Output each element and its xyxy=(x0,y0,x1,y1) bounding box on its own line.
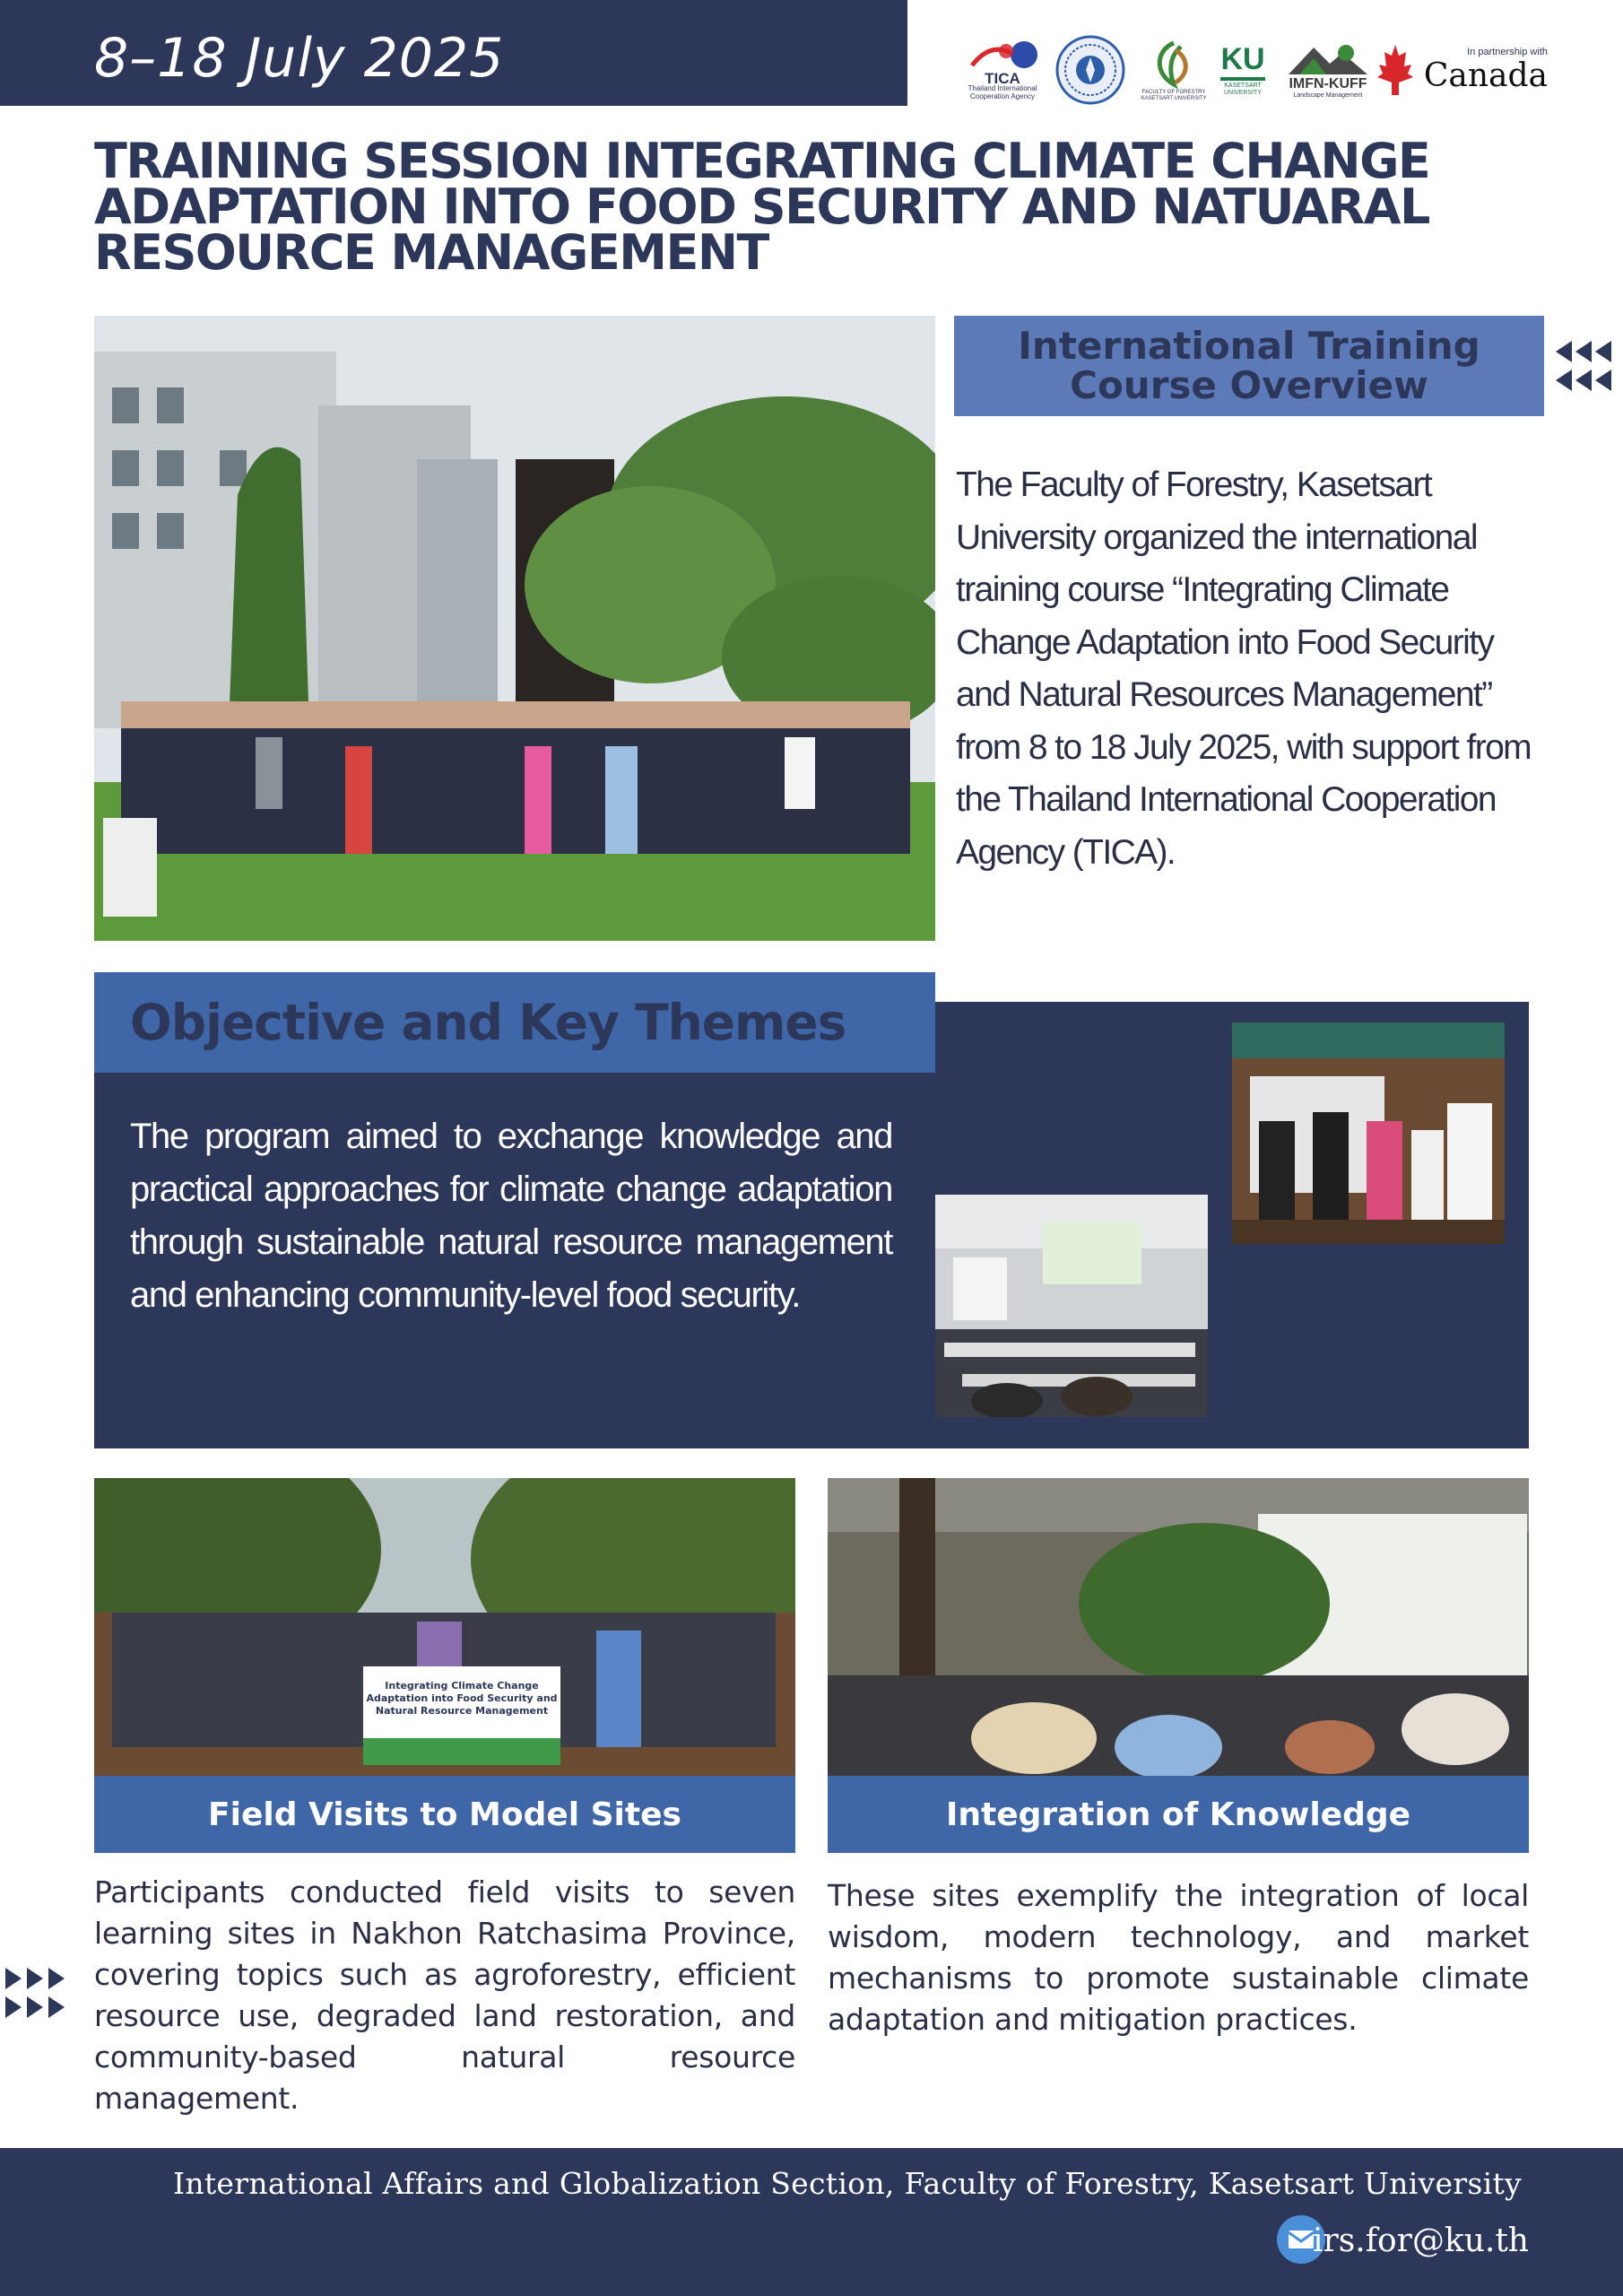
ku-sublabel: KASETSART UNIVERSITY xyxy=(1223,83,1262,96)
forestry-leaf-icon xyxy=(1149,38,1199,90)
imfn-sublabel: Landscape Management xyxy=(1293,92,1363,99)
integration-photo xyxy=(828,1478,1529,1776)
field-visit-illustration xyxy=(94,1478,795,1776)
presentation-illustration xyxy=(1232,1022,1505,1244)
integration-text: These sites exemplify the integration of local wisdom, modern technology, and market mechanisms to promote sustainable climate adaptation and mitigation practices. xyxy=(828,1878,1529,2037)
objective-heading-bar xyxy=(94,972,935,1073)
ku-logo xyxy=(1218,32,1268,108)
overview-text: The Faculty of Forestry, Kasetsart University organized the international training course “Integrating Climate Change Adaptation into Food Security and Natural Resources Management” from 8 to 18 July 2025, with support from the Thailand International Cooperation Agency (TICA). xyxy=(956,465,1532,872)
partnership-label: In partnership with xyxy=(1467,46,1548,57)
canada-wordmark: Canada xyxy=(1423,57,1548,94)
group-photo-main xyxy=(94,316,935,941)
tica-logo xyxy=(961,32,1044,108)
seal-logo xyxy=(1055,32,1126,108)
objective-heading: Objective and Key Themes xyxy=(130,994,846,1051)
field-visits-caption-bar xyxy=(94,1776,795,1853)
maple-leaf-logo xyxy=(1376,32,1415,108)
banner-line-1: Integrating Climate Change xyxy=(385,1680,539,1692)
field-visits-caption: Field Visits to Model Sites xyxy=(208,1796,681,1833)
objective-text: The program aimed to exchange knowledge and practical approaches for climate change adaptation through sustainable natural resource management and enhancing community-level food security. xyxy=(130,1117,892,1315)
banner-text xyxy=(363,1680,560,1718)
overview-heading-bar xyxy=(954,316,1544,416)
group-photo-illustration xyxy=(94,316,935,941)
integration-caption-bar xyxy=(828,1776,1529,1853)
imfn-label: IMFN-KUFF xyxy=(1289,76,1367,91)
ku-divider xyxy=(1220,77,1265,81)
maple-leaf-icon xyxy=(1377,43,1413,97)
imfn-logo xyxy=(1284,32,1372,108)
university-seal-icon xyxy=(1055,35,1125,105)
field-visit-photo xyxy=(94,1478,795,1776)
canada-logo xyxy=(1422,32,1548,108)
presentation-photo xyxy=(1232,1022,1505,1244)
right-arrows-icon xyxy=(5,1966,68,2020)
integration-caption: Integration of Knowledge xyxy=(945,1796,1411,1833)
integration-illustration xyxy=(828,1478,1529,1776)
tica-label: TICA xyxy=(985,69,1020,87)
forestry-logo xyxy=(1137,32,1211,108)
page-title: TRAINING SESSION INTEGRATING CLIMATE CHANGE ADAPTATION INTO FOOD SECURITY AND NATUARAL RESOURCE MANAGEMENT xyxy=(94,133,1430,281)
footer-email-link[interactable]: irs.for@ku.th xyxy=(1313,2222,1529,2259)
banner-line-2: Adaptation into Food Security and xyxy=(366,1692,558,1704)
left-arrows-icon xyxy=(1556,339,1617,395)
classroom-illustration xyxy=(935,1195,1208,1417)
ku-label: KU xyxy=(1220,42,1265,76)
mountain-tree-icon xyxy=(1287,40,1369,76)
tica-icon xyxy=(965,40,1040,73)
banner-line-3: Natural Resource Management xyxy=(375,1705,549,1717)
footer-organization: International Affairs and Globalization Section, Faculty of Forestry, Kasetsart University xyxy=(172,2166,1522,2201)
tica-sublabel: Thailand International Cooperation Agency xyxy=(968,83,1037,100)
event-date: 8–18 July 2025 xyxy=(94,27,505,90)
forestry-label: FACULTY OF FORESTRY KASETSART UNIVERSITY xyxy=(1141,90,1207,101)
overview-heading: International Training Course Overview xyxy=(1018,324,1480,407)
classroom-photo xyxy=(935,1195,1208,1417)
field-visits-text: Participants conducted field visits to seven learning sites in Nakhon Ratchasima Province, covering topics such as agroforestry, efficient resource use, degraded land restoration, and community-based natural resource management. xyxy=(94,1874,795,2116)
